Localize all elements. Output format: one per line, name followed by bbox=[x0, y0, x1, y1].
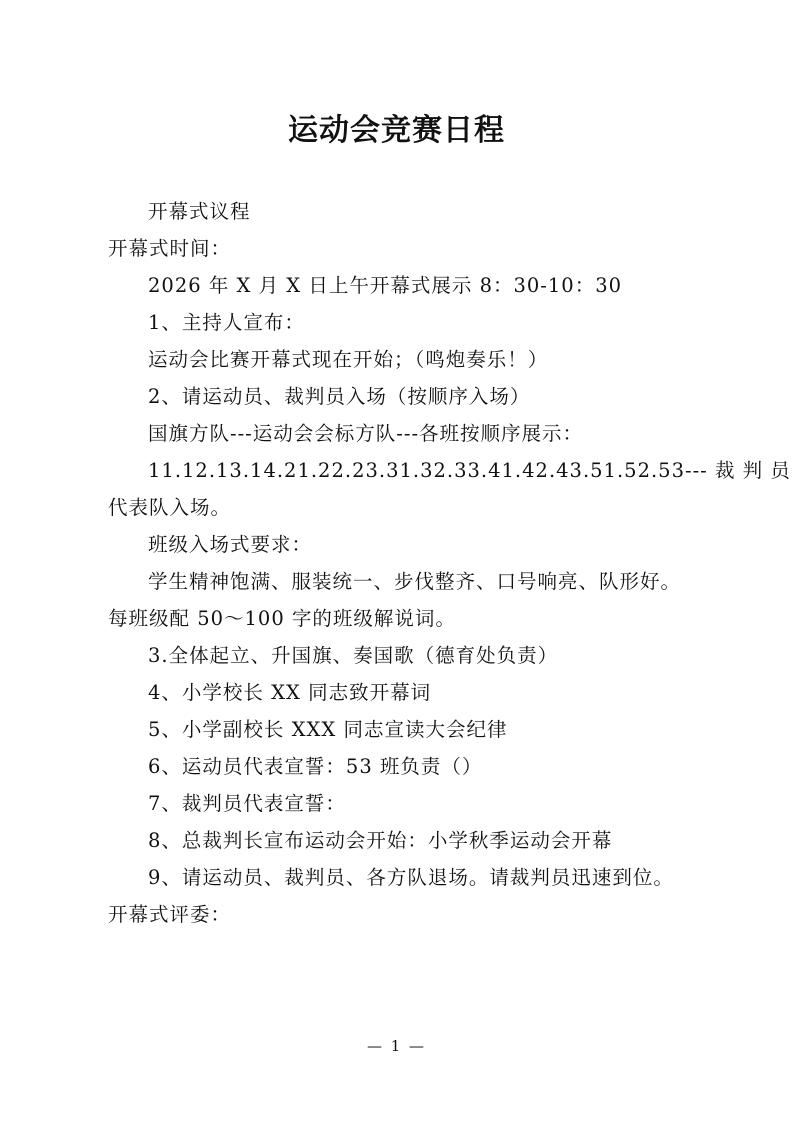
agenda-item-9: 9、请运动员、裁判员、各方队退场。请裁判员迅速到位。 bbox=[148, 866, 674, 889]
entrance-requirements-detail: 学生精神饱满、服装统一、步伐整齐、口号响亮、队形好。 bbox=[148, 570, 682, 593]
page-number: — 1 — bbox=[366, 1037, 427, 1055]
agenda-item-1-detail: 运动会比赛开幕式现在开始；（鸣炮奏乐！） bbox=[148, 348, 549, 371]
agenda-item-2-order: 国旗方队---运动会会标方队---各班按顺序展示： bbox=[148, 422, 584, 445]
opening-time-value: 2026 年 X 月 X 日上午开幕式展示 8：30-10：30 bbox=[148, 274, 623, 297]
agenda-heading: 开幕式议程 bbox=[148, 200, 251, 223]
agenda-item-1: 1、主持人宣布： bbox=[148, 311, 305, 334]
agenda-item-6: 6、运动员代表宣誓：53 班负责（） bbox=[148, 755, 483, 778]
entrance-requirements-label: 班级入场式要求： bbox=[148, 533, 313, 556]
class-order-line bbox=[108, 452, 791, 489]
agenda-item-3: 3.全体起立、升国旗、奏国歌（德育处负责） bbox=[148, 644, 559, 667]
opening-time-label: 开幕式时间： bbox=[108, 237, 232, 260]
agenda-item-8: 8、总裁判长宣布运动会开始：小学秋季运动会开幕 bbox=[148, 829, 613, 852]
agenda-item-2: 2、请运动员、裁判员入场（按顺序入场） bbox=[148, 385, 531, 408]
document-title: 运动会竞赛日程 bbox=[288, 113, 505, 148]
class-order-continuation: 代表队入场。 bbox=[108, 496, 232, 519]
agenda-item-5: 5、小学副校长 XXX 同志宣读大会纪律 bbox=[148, 718, 508, 741]
class-order-text: 11.12.13.14.21.22.23.31.32.33.41.42.43.51.52.53--- 裁 判 员 bbox=[148, 459, 791, 482]
opening-judges-label: 开幕式评委： bbox=[108, 903, 232, 926]
agenda-item-4: 4、小学校长 XX 同志致开幕词 bbox=[148, 681, 432, 704]
entrance-requirements-continuation: 每班级配 50～100 字的班级解说词。 bbox=[108, 607, 456, 630]
agenda-item-7: 7、裁判员代表宣誓： bbox=[148, 792, 346, 815]
document-body bbox=[108, 193, 791, 933]
